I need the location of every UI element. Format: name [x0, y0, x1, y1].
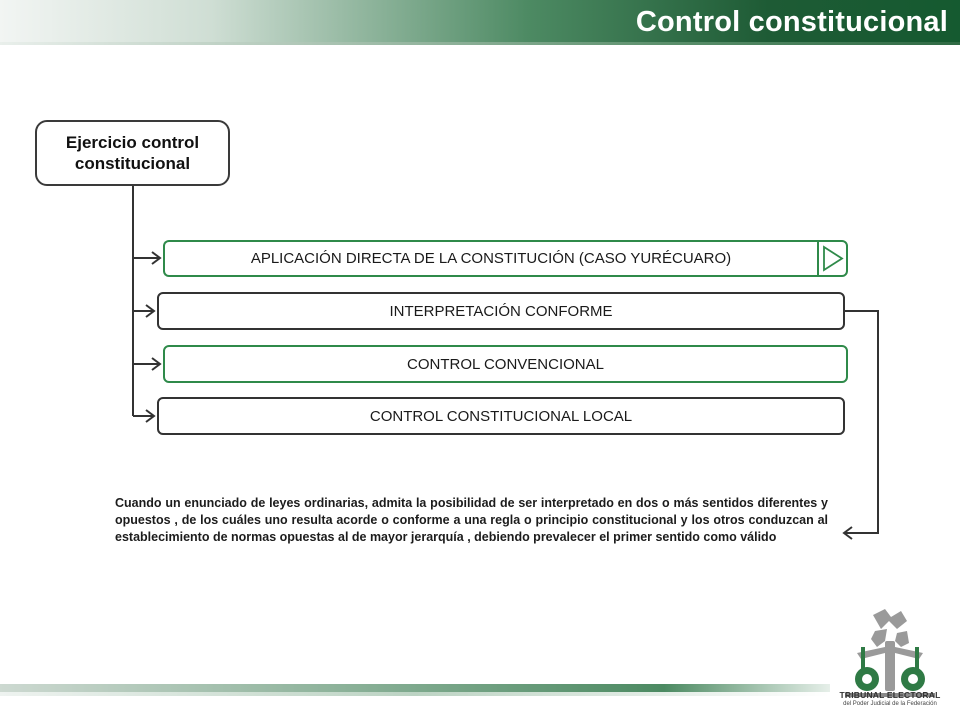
play-button[interactable]	[817, 240, 848, 277]
branch-label: INTERPRETACIÓN CONFORME	[389, 302, 613, 320]
branch-label: APLICACIÓN DIRECTA DE LA CONSTITUCIÓN (CASO YURÉCUARO)	[250, 250, 732, 267]
definition-text: Cuando un enunciado de leyes ordinarias, admita la posibilidad de ser interpretado en dos o más sentidos diferentes y opuestos , de los cuáles uno resulta acorde o conforme a una regla o principio constitucional y los otros conduzcan al establecimiento de normas opuestas al de mayor jerarquía , debiendo prevalecer el primer sentido como válido	[115, 496, 828, 544]
root-node: Ejercicio control constitucional	[35, 120, 230, 186]
page-title: Control constitucional	[635, 6, 948, 38]
play-icon	[819, 242, 846, 275]
branch-control-convencional	[163, 345, 848, 383]
footer-bar	[0, 684, 830, 692]
branch-control-constitucional-local	[157, 397, 845, 435]
branch-label: CONTROL CONSTITUCIONAL LOCAL	[369, 407, 633, 425]
branch-label: CONTROL CONVENCIONAL	[407, 355, 604, 373]
logo-title: TRIBUNAL ELECTORAL	[839, 690, 941, 700]
branch-interpretacion-conforme	[157, 292, 845, 330]
definition-connector	[844, 311, 878, 533]
branch-aplicacion-directa	[163, 240, 817, 277]
footer-bar-secondary	[0, 692, 830, 696]
logo-subtitle: del Poder Judicial de la Federación	[843, 701, 937, 707]
